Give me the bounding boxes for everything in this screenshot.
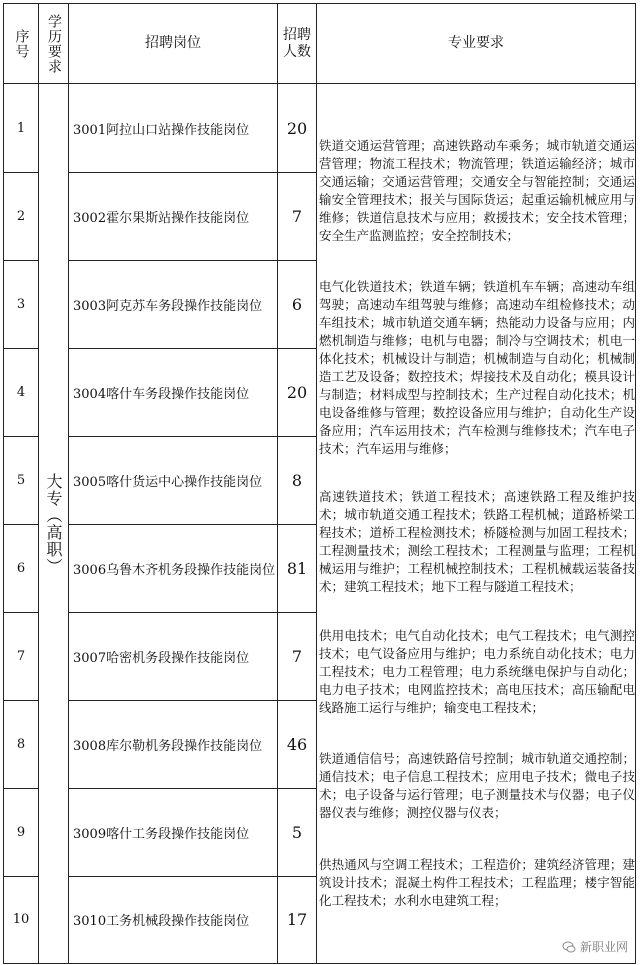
requirements-group-4: 供用电技术；电气自动化技术；电气工程技术；电气测控技术；电气设备应用与维护；电力系统自动化技术；电力工程技术；电力工程管理；电力系统继电保护与自动化；电力电子技术；电网监控技术；高电压技术；高压输配电线路施工运行与维护；输变电工程技术； <box>319 628 635 715</box>
row-3-position: 3003阿克苏车务段操作技能岗位 <box>73 298 263 314</box>
requirements-group-2: 电气化铁道技术；铁道车辆；铁道机车车辆；高速动车组驾驶；高速动车组驾驶与维修；高速动车组检修技术；动车组技术；城市轨道交通车辆；热能动力设备与应用；内燃机制造与维修；电机与电器；制冷与空调技术；机电一体化技术；机械设计与制造；机械制造与自动化；机械制造工艺及设备；数控技术；焊接技术及自动化；模具设计与制造；材料成型与控制技术；生产过程自动化技术；机电设备维修与管理；数控设备应用与维护；自动化生产设备应用；汽车运用技术；汽车检测与维修技术；汽车电子技术；汽车运用与维修； <box>319 279 635 456</box>
row-3-count: 6 <box>291 294 303 314</box>
row-4-no: 4 <box>16 384 26 400</box>
row-9-no: 9 <box>16 824 26 840</box>
row-10-position: 3010工务机械段操作技能岗位 <box>73 914 250 929</box>
row-2-count: 7 <box>291 206 303 226</box>
row-9-count: 5 <box>291 822 303 842</box>
header-requirements: 专业要求 <box>448 35 504 51</box>
row-6-count: 81 <box>286 558 308 578</box>
requirements-group-1: 铁道交通运营管理；高速铁路动车乘务；城市轨道交通运营管理；物流工程技术；物流管理；铁道运输经济；城市交通运输；交通运营管理；交通安全与智能控制；交通运输安全管理技术；报关与国际货运；起重运输机械应用与维修；铁道信息技术与应用；救援技术；安全技术管理；安全生产监测监控；安全控制技术； <box>319 138 635 243</box>
row-5-count: 8 <box>291 470 303 490</box>
header-position: 招聘岗位 <box>145 35 201 51</box>
education-cell: 大专（高职） <box>44 472 63 575</box>
row-2-position: 3002霍尔果斯站操作技能岗位 <box>73 210 250 226</box>
row-1-no: 1 <box>16 120 26 136</box>
row-1-position: 3001阿拉山口站操作技能岗位 <box>73 122 250 138</box>
row-7-no: 7 <box>16 648 26 664</box>
row-3-no: 3 <box>16 296 26 312</box>
watermark-text: 新职业网 <box>579 940 628 954</box>
header-education: 学历要求 <box>46 13 62 74</box>
row-7-position: 3007哈密机务段操作技能岗位 <box>73 650 250 666</box>
row-8-position: 3008库尔勒机务段操作技能岗位 <box>73 738 263 754</box>
row-8-no: 8 <box>16 736 26 752</box>
row-4-count: 20 <box>286 382 308 402</box>
row-10-count: 17 <box>286 910 308 929</box>
row-10-no: 10 <box>12 912 30 927</box>
row-6-position: 3006乌鲁木齐机务段操作技能岗位 <box>73 562 276 578</box>
row-7-count: 7 <box>291 646 303 666</box>
requirements-group-6: 供热通风与空调工程技术；工程造价；建筑经济管理；建筑设计技术；混凝土构件工程技术；工程监理；楼宇智能化工程技术；水利水电建筑工程； <box>319 857 635 908</box>
requirements-group-3: 高速铁道技术；铁道工程技术；高速铁路工程及维护技术；城市轨道交通工程技术；铁路工程机械；道路桥梁工程技术；道桥工程检测技术；桥隧检测与加固工程技术；工程测量技术；测绘工程技术；工程测量与监理；工程机械运用与维护；工程机械控制技术；工程机械载运装备技术；建筑工程技术；地下工程与隧道工程技术； <box>319 489 635 594</box>
chat-bubble-icon <box>562 940 576 954</box>
row-9-position: 3009喀什工务段操作技能岗位 <box>73 826 250 842</box>
row-5-position: 3005喀什货运中心操作技能岗位 <box>73 474 263 490</box>
header-no: 序号 <box>13 28 30 59</box>
row-1-count: 20 <box>286 118 308 138</box>
watermark <box>562 938 628 955</box>
row-2-no: 2 <box>16 208 26 224</box>
row-8-count: 46 <box>286 734 308 754</box>
row-5-no: 5 <box>16 472 26 488</box>
header-count: 招聘人数 <box>283 26 311 60</box>
row-6-no: 6 <box>16 560 26 576</box>
requirements-group-5: 铁道通信信号；高速铁路信号控制；城市轨道交通控制；通信技术；电子信息工程技术；应用电子技术；微电子技术；电子设备与运行管理；电子测量技术与仪器；电子仪器仪表与维修；测控仪器与仪表； <box>319 751 635 820</box>
row-4-position: 3004喀什车务段操作技能岗位 <box>73 386 250 402</box>
